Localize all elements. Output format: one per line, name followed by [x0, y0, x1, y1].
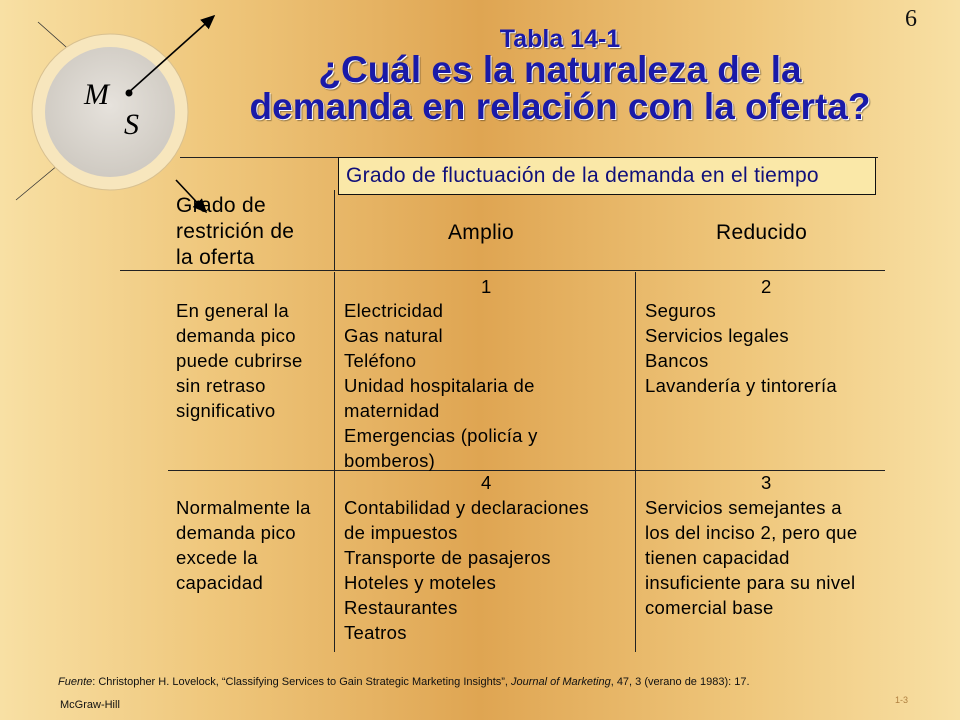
list-item: bomberos)	[344, 450, 436, 471]
row-label-line: En general la	[176, 300, 289, 321]
title-block	[200, 26, 920, 126]
list-item: tienen capacidad	[645, 547, 790, 568]
list-item: Lavandería y tintorería	[645, 375, 838, 396]
list-item: de impuestos	[344, 522, 458, 543]
logo-letter-s: S	[124, 108, 139, 141]
list-item: Teatros	[344, 622, 407, 643]
column-header-amplio: Amplio	[448, 221, 514, 244]
logo-disc	[45, 47, 175, 177]
list-item: Contabilidad y declaraciones	[344, 497, 589, 518]
journal-name: Journal of Marketing	[511, 676, 611, 688]
row-label-line: sin retraso	[176, 375, 266, 396]
list-item: Gas natural	[344, 325, 443, 346]
list-item: Electricidad	[344, 300, 444, 321]
list-item: Hoteles y moteles	[344, 572, 497, 593]
logo-diagonal-line	[16, 165, 58, 200]
source-text: : Christopher H. Lovelock, “Classifying Services to Gain Strategic Marketing Insights”,	[92, 676, 512, 688]
list-item: Emergencias (policía y	[344, 425, 538, 446]
source-label: Fuente	[58, 676, 93, 688]
list-item: Servicios semejantes a	[645, 497, 842, 518]
list-item: Seguros	[645, 300, 717, 321]
list-item: Teléfono	[344, 350, 417, 371]
cell-1-list	[344, 298, 538, 473]
source-citation	[58, 676, 750, 688]
row-header-title	[176, 193, 294, 271]
page-number: 6	[905, 6, 917, 32]
cell-number-3: 3	[761, 472, 772, 493]
slide-title-line-1: ¿Cuál es la naturaleza de la	[318, 49, 802, 90]
row-label-line: Normalmente la	[176, 497, 311, 518]
table-column-divider-1	[334, 272, 335, 652]
list-item: Bancos	[645, 350, 709, 371]
list-item: los del inciso 2, pero que	[645, 522, 858, 543]
row-label-line: puede cubrirse	[176, 350, 303, 371]
row-header-title-line: la oferta	[176, 246, 255, 269]
logo-dot	[126, 90, 133, 97]
cell-4-list	[344, 495, 589, 645]
header-column-divider	[334, 190, 335, 270]
list-item: insuficiente para su nivel	[645, 572, 856, 593]
list-item: comercial base	[645, 597, 774, 618]
row-header-title-line: Grado de	[176, 194, 266, 217]
row-label-line: demanda pico	[176, 522, 296, 543]
list-item: maternidad	[344, 400, 440, 421]
row-label-line: excede la	[176, 547, 258, 568]
row-header-title-line: restrición de	[176, 220, 295, 243]
row-label-2	[176, 495, 311, 595]
header-demand-fluctuation: Grado de fluctuación de la demanda en el tiempo	[338, 157, 876, 195]
row-label-line: significativo	[176, 400, 276, 421]
logo-letter-m: M	[84, 78, 109, 111]
list-item: Unidad hospitalaria de	[344, 375, 535, 396]
row-label-line: demanda pico	[176, 325, 296, 346]
list-item: Servicios legales	[645, 325, 789, 346]
source-text-end: , 47, 3 (verano de 1983): 17.	[610, 676, 750, 688]
slide-footer-mark: 1-3	[895, 695, 909, 705]
row-label-line: capacidad	[176, 572, 264, 593]
publisher-brand: McGraw-Hill	[60, 699, 120, 711]
cell-number-4: 4	[481, 472, 492, 493]
cell-number-2: 2	[761, 276, 772, 297]
cell-number-1: 1	[481, 276, 492, 297]
row-label-1	[176, 298, 303, 423]
table-label: Tabla 14-1	[499, 25, 621, 53]
list-item: Restaurantes	[344, 597, 458, 618]
cell-3-list	[645, 495, 857, 620]
table-column-divider-2	[635, 272, 636, 652]
cell-2-list	[645, 298, 837, 398]
slide-title-line-2: demanda en relación con la oferta?	[249, 86, 871, 127]
column-header-reducido: Reducido	[716, 221, 808, 244]
list-item: Transporte de pasajeros	[344, 547, 551, 568]
